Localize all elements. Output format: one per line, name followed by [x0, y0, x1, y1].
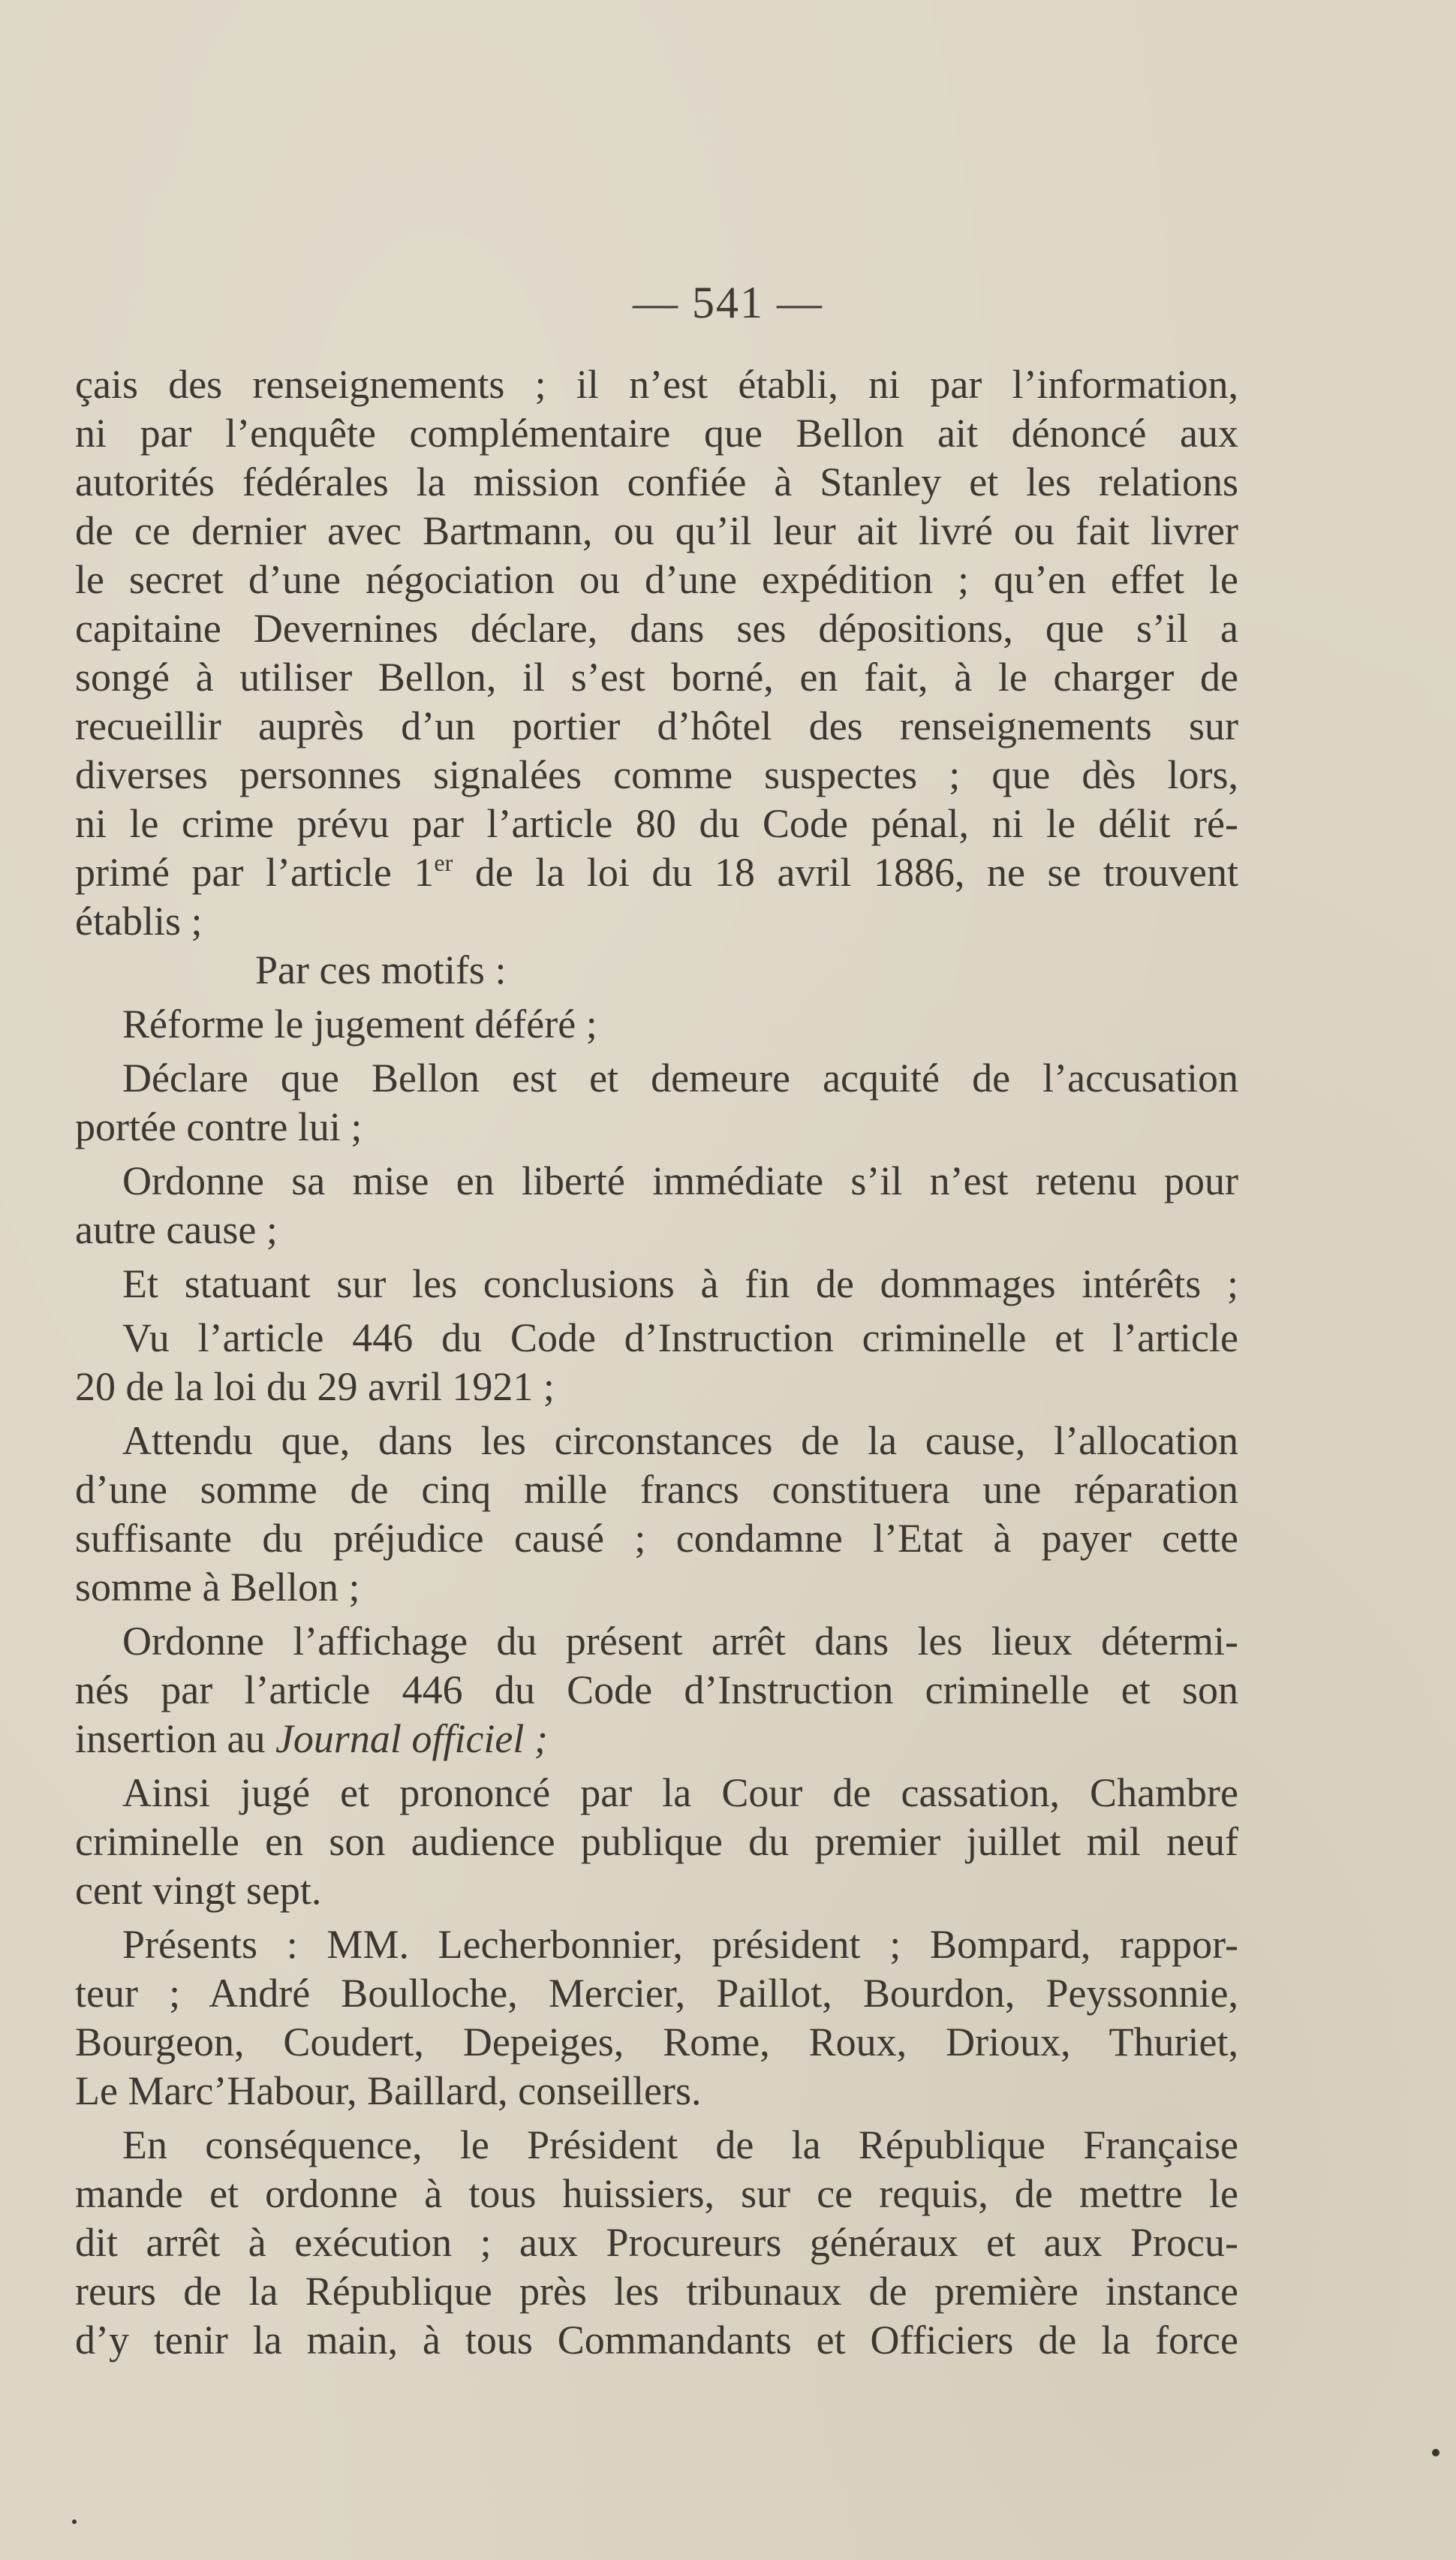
- journal-title: Journal officiel ;: [275, 1716, 548, 1761]
- text-line: cent vingt sept.: [75, 1868, 322, 1913]
- text-line: recueillir auprès d’un portier d’hôtel des renseignements sur: [75, 703, 1238, 748]
- text-line: portée contre lui ;: [75, 1104, 362, 1149]
- text-line: teur ; André Boulloche, Mercier, Paillot, Bourdon, Peyssonnie,: [75, 1971, 1238, 2016]
- text-line: d’une somme de cinq mille francs constituera une réparation: [75, 1467, 1238, 1512]
- text-line: autorités fédérales la mission confiée à Stanley et les relations: [75, 459, 1238, 504]
- text-line: Attendu que, dans les circonstances de la cause, l’allocation: [122, 1418, 1238, 1463]
- text-segment: de la loi du 18 avril 1886, ne se trouvent: [453, 850, 1238, 895]
- text-line: établis ;: [75, 899, 203, 944]
- text-line: de ce dernier avec Bartmann, ou qu’il leur ait livré ou fait livrer: [75, 508, 1238, 553]
- text-line: [75, 1715, 1238, 1763]
- ink-speck: [1432, 2449, 1439, 2456]
- text-line: suffisante du préjudice causé ; condamne l’Etat à payer cette: [75, 1516, 1238, 1561]
- text-line: Et statuant sur les conclusions à fin de dommages intérêts ;: [122, 1261, 1238, 1306]
- text-line: somme à Bellon ;: [75, 1565, 360, 1610]
- text-line: Vu l’article 446 du Code d’Instruction criminelle et l’article: [122, 1315, 1238, 1360]
- superscript: er: [434, 849, 453, 876]
- text-line: Ordonne l’affichage du présent arrêt dans les lieux détermi-: [122, 1619, 1238, 1664]
- text-line: d’y tenir la main, à tous Commandants et Officiers de la force: [75, 2318, 1238, 2363]
- section-heading: Par ces motifs :: [255, 947, 507, 992]
- text-line: Ordonne sa mise en liberté immédiate s’il n’est retenu pour: [122, 1158, 1238, 1203]
- text-line: Déclare que Bellon est et demeure acquité de l’accusation: [122, 1056, 1238, 1101]
- text-line: mande et ordonne à tous huissiers, sur ce requis, de mettre le: [75, 2171, 1238, 2216]
- text-line: En conséquence, le Président de la République Française: [122, 2122, 1238, 2167]
- text-line: 20 de la loi du 29 avril 1921 ;: [75, 1364, 555, 1409]
- text-line: ni par l’enquête complémentaire que Bellon ait dénoncé aux: [75, 411, 1238, 456]
- ink-speck: [72, 2519, 77, 2524]
- text-line: nés par l’article 446 du Code d’Instruction criminelle et son: [75, 1667, 1238, 1712]
- text-line: reurs de la République près les tribunaux de première instance: [75, 2269, 1238, 2314]
- text-line: le secret d’une négociation ou d’une expédition ; qu’en effet le: [75, 557, 1238, 602]
- text-line: Bourgeon, Coudert, Depeiges, Rome, Roux, Drioux, Thuriet,: [75, 2019, 1238, 2065]
- text-line: Présents : MM. Lecherbonnier, président ; Bompard, rappor-: [122, 1922, 1238, 1967]
- text-line: dit arrêt à exécution ; aux Procureurs généraux et aux Procu-: [75, 2220, 1238, 2265]
- text-segment: primé par l’article 1: [75, 850, 435, 895]
- text-line: ni le crime prévu par l’article 80 du Code pénal, ni le délit ré-: [75, 801, 1238, 846]
- text-line: diverses personnes signalées comme suspectes ; que dès lors,: [75, 752, 1238, 797]
- text-line: Réforme le jugement déféré ;: [122, 1001, 597, 1047]
- text-line: capitaine Devernines déclare, dans ses dépositions, que s’il a: [75, 606, 1238, 651]
- text-line: autre cause ;: [75, 1207, 278, 1252]
- text-line: Ainsi jugé et prononcé par la Cour de cassation, Chambre: [122, 1770, 1238, 1815]
- page-number: — 541 —: [633, 278, 823, 327]
- text-line: çais des renseignements ; il n’est établi, ni par l’information,: [75, 362, 1238, 407]
- text-line: [75, 848, 1238, 897]
- text-line: criminelle en son audience publique du premier juillet mil neuf: [75, 1819, 1238, 1864]
- body-text: [75, 360, 1238, 2365]
- text-segment: insertion au: [75, 1716, 275, 1761]
- text-line: Le Marc’Habour, Baillard, conseillers.: [75, 2068, 702, 2113]
- text-line: songé à utiliser Bellon, il s’est borné, en fait, à le charger de: [75, 655, 1238, 700]
